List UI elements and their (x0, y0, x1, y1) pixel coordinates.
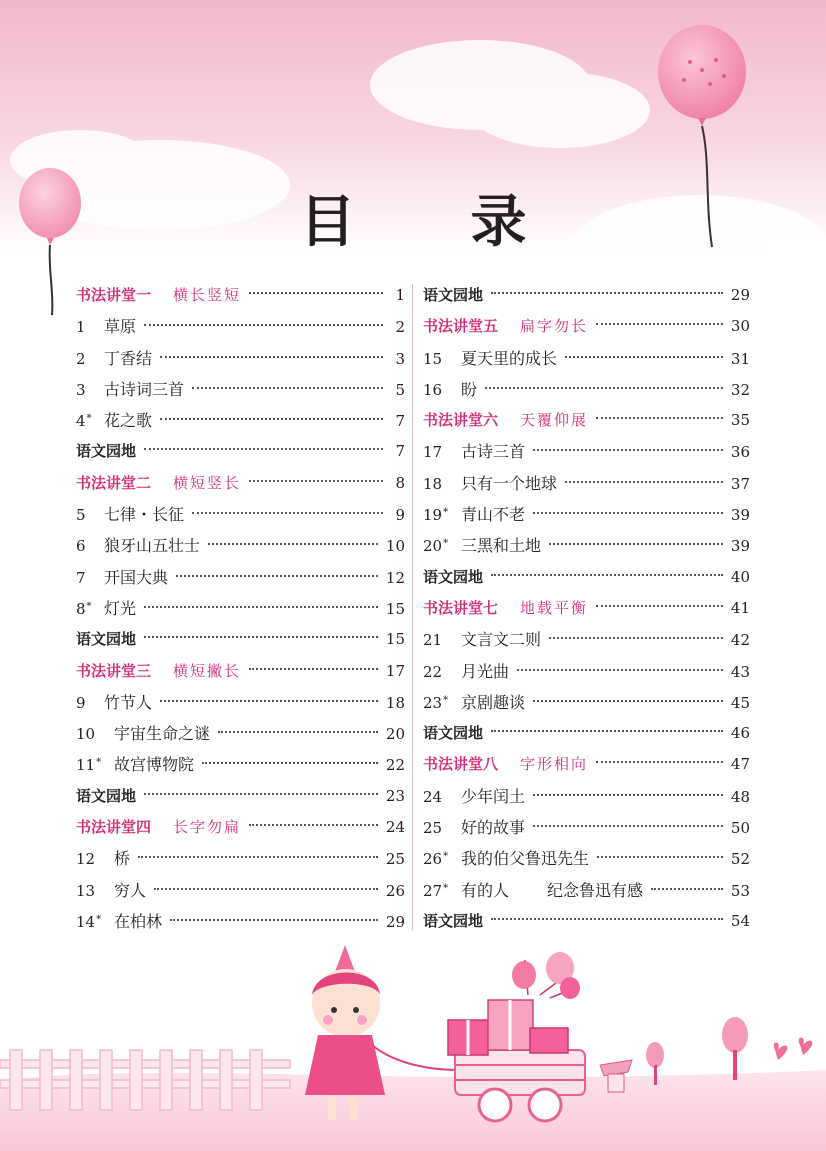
page-number: 29 (385, 912, 405, 931)
dot-leader (491, 730, 723, 732)
lesson-number-text: 24 (423, 787, 443, 806)
toc-entry-lesson[interactable] (76, 687, 405, 718)
dot-leader (170, 919, 378, 921)
dot-leader (549, 637, 723, 639)
lesson-number (423, 531, 459, 564)
toc-entry-heading[interactable] (76, 656, 405, 687)
lesson-number (76, 907, 112, 940)
toc-entry-label: 灯光 (104, 598, 137, 618)
page-number: 37 (730, 474, 750, 493)
toc-entry-label: 草原 (104, 317, 137, 337)
page-number: 23 (385, 786, 405, 805)
lesson-number-text: 5 (76, 506, 86, 525)
toc-entry-label: 京剧趣谈 (461, 692, 526, 712)
calligraphy-topic: 横长竖短 (173, 286, 242, 304)
lesson-number (76, 531, 102, 562)
lesson-number (423, 657, 459, 688)
lesson-number (423, 469, 459, 500)
toc-entry-lesson[interactable] (423, 468, 750, 499)
lesson-number-text: 4 (76, 412, 86, 431)
toc-entry-heading[interactable] (76, 812, 405, 843)
dot-leader (144, 606, 378, 608)
page-number: 32 (730, 380, 750, 399)
toc-entry-label: 书法讲堂二 (76, 473, 152, 492)
toc-entry-label: 书法讲堂七 (423, 598, 499, 617)
toc-entry-label: 少年闰土 (461, 786, 526, 806)
lesson-number-text: 16 (423, 380, 443, 399)
toc-entry-lesson[interactable] (76, 499, 405, 530)
lesson-number (423, 782, 459, 813)
page-number: 39 (730, 506, 750, 525)
dot-leader (533, 449, 723, 451)
dot-leader (491, 918, 723, 920)
toc-entry-lesson[interactable] (423, 781, 750, 812)
toc-entry-label: 开国大典 (104, 567, 169, 587)
lesson-number-text: 26 (423, 850, 443, 869)
toc-entry-lesson[interactable] (76, 718, 405, 749)
lesson-number (76, 375, 102, 406)
toc-entry-label: 穷人 (114, 880, 147, 900)
lesson-number-text: 7 (76, 568, 86, 587)
dot-leader (249, 292, 383, 294)
lesson-number (423, 344, 459, 375)
dot-leader (249, 668, 378, 670)
dot-leader (144, 636, 378, 638)
lesson-number (76, 312, 102, 343)
lesson-number-text: 17 (423, 443, 443, 462)
dot-leader (533, 825, 723, 827)
optional-lesson-star: * (443, 882, 449, 894)
dot-leader (154, 888, 378, 890)
toc-entry-lesson[interactable] (423, 343, 750, 374)
lesson-number-text: 21 (423, 631, 443, 650)
toc-entry-garden[interactable] (423, 906, 750, 937)
title-char-left: 目 (299, 190, 356, 255)
lesson-number (423, 688, 459, 721)
page-number: 5 (395, 380, 405, 399)
dot-leader (192, 387, 383, 389)
lesson-number (76, 876, 112, 907)
optional-lesson-star: * (96, 757, 102, 769)
dot-leader (651, 888, 723, 890)
dot-leader (533, 700, 723, 702)
lesson-number (423, 375, 459, 406)
toc-entry-label: 语文园地 (423, 724, 484, 743)
toc-entry-lesson[interactable] (423, 624, 750, 655)
lesson-number-text: 12 (76, 850, 96, 869)
page-number: 52 (730, 850, 750, 869)
toc-entry-lesson[interactable] (423, 875, 750, 906)
toc-entry-lesson[interactable] (76, 405, 405, 436)
dot-leader (144, 324, 383, 326)
toc-entry-label: 有的人 (461, 880, 510, 900)
dot-leader (249, 824, 378, 826)
lesson-number (423, 876, 459, 909)
toc-entry-heading[interactable] (423, 749, 750, 780)
toc-entry-label: 语文园地 (423, 567, 484, 586)
lesson-number (76, 688, 102, 719)
lesson-number (76, 500, 102, 531)
toc-entry-heading[interactable] (76, 468, 405, 499)
toc-entry-lesson[interactable] (76, 843, 405, 874)
page-number: 54 (730, 911, 750, 930)
toc-entry-garden[interactable] (76, 781, 405, 812)
calligraphy-topic: 字形相向 (520, 755, 589, 774)
lesson-number-text: 18 (423, 474, 443, 493)
toc-entry-label: 桥 (114, 849, 131, 869)
page-number: 3 (395, 349, 405, 368)
lesson-number (423, 437, 459, 468)
page-number: 26 (385, 881, 405, 900)
dot-leader (491, 574, 723, 576)
page-number: 12 (385, 568, 405, 587)
toc-entry-lesson[interactable] (76, 374, 405, 405)
dot-leader (597, 856, 723, 858)
page-number: 22 (385, 756, 405, 775)
lesson-number (76, 406, 102, 439)
dot-leader (160, 418, 383, 420)
toc-entry-label: 竹节人 (104, 692, 153, 712)
toc-entry-lesson[interactable] (76, 875, 405, 906)
toc-entry-label: 语文园地 (76, 630, 137, 649)
toc-entry-label-secondary: 纪念鲁迅有感 (547, 880, 644, 900)
lesson-number (76, 719, 112, 750)
calligraphy-topic: 横短竖长 (173, 473, 242, 492)
lesson-number (76, 344, 102, 375)
calligraphy-topic: 横短撇长 (173, 661, 242, 680)
lesson-number-text: 10 (76, 725, 96, 744)
page-number: 30 (730, 317, 750, 336)
toc-entry-lesson[interactable] (76, 311, 405, 342)
toc-entry-lesson[interactable] (423, 436, 750, 467)
page-title (0, 178, 826, 258)
page-number: 15 (385, 630, 405, 649)
lesson-number-text: 3 (76, 380, 86, 399)
page-number: 25 (385, 850, 405, 869)
page-number: 24 (385, 818, 405, 837)
dot-leader (517, 669, 723, 671)
dot-leader (565, 481, 723, 483)
toc-entry-label: 语文园地 (76, 442, 137, 461)
dot-leader (138, 856, 378, 858)
calligraphy-topic: 天覆仰展 (520, 411, 589, 430)
lesson-number (423, 844, 459, 877)
dot-leader (565, 356, 723, 358)
optional-lesson-star: * (443, 538, 449, 550)
page-number: 7 (395, 442, 405, 461)
toc-entry-lesson[interactable] (423, 812, 750, 843)
optional-lesson-star: * (443, 694, 449, 706)
lesson-number-text: 1 (76, 318, 86, 337)
lesson-number-text: 13 (76, 881, 96, 900)
toc-entry-label: 夏天里的成长 (461, 348, 558, 368)
title-char-right: 录 (470, 190, 527, 255)
dot-leader (202, 762, 378, 764)
toc-entry-heading[interactable] (423, 405, 750, 436)
dot-leader (485, 387, 723, 389)
page-number: 50 (730, 819, 750, 838)
dot-leader (176, 575, 378, 577)
page-number: 40 (730, 567, 750, 586)
lesson-number-text: 14 (76, 912, 96, 931)
page-number: 36 (730, 443, 750, 462)
lesson-number-text: 20 (423, 537, 443, 556)
dot-leader (160, 356, 383, 358)
lesson-number (76, 844, 112, 875)
page-number: 10 (385, 537, 405, 556)
toc-entry-label: 好的故事 (461, 818, 526, 838)
toc-entry-label: 古诗词三首 (104, 379, 185, 399)
dot-leader (596, 417, 723, 419)
calligraphy-topic: 扁字勿长 (520, 317, 589, 336)
toc-entry-garden[interactable] (76, 436, 405, 467)
calligraphy-topic: 地载平衡 (520, 598, 589, 617)
toc-entry-label: 语文园地 (76, 786, 137, 805)
page-number: 20 (385, 725, 405, 744)
toc-entry-label: 狼牙山五壮士 (104, 536, 201, 556)
page-number: 2 (395, 318, 405, 337)
toc-entry-lesson[interactable] (76, 530, 405, 561)
toc-entry-label: 古诗三首 (461, 442, 526, 462)
toc-entry-lesson[interactable] (423, 656, 750, 687)
page-number: 31 (730, 349, 750, 368)
toc-entry-lesson[interactable] (76, 906, 405, 937)
lesson-number-text: 25 (423, 819, 443, 838)
toc-entry-label: 语文园地 (423, 911, 484, 930)
page-number: 47 (730, 755, 750, 774)
toc-entry-label: 在柏林 (114, 911, 163, 931)
dot-leader (192, 512, 383, 514)
toc-entry-label: 故宫博物院 (114, 755, 195, 775)
page-number: 39 (730, 537, 750, 556)
toc-entry-garden[interactable] (76, 624, 405, 655)
toc-entry-lesson[interactable] (423, 374, 750, 405)
dot-leader (549, 543, 723, 545)
toc-entry-label: 书法讲堂一 (76, 286, 152, 304)
optional-lesson-star: * (86, 413, 92, 425)
page-number: 7 (395, 412, 405, 431)
page-number: 8 (395, 473, 405, 492)
optional-lesson-star: * (86, 600, 92, 612)
page-number: 29 (730, 286, 750, 304)
dot-leader (218, 731, 378, 733)
lesson-number-text: 9 (76, 693, 86, 712)
page-number: 35 (730, 411, 750, 430)
lesson-number-text: 11 (76, 756, 96, 775)
lesson-number-text: 6 (76, 537, 86, 556)
toc-right-column (423, 280, 750, 937)
toc-entry-label: 七律・长征 (104, 505, 185, 525)
toc-entry-label: 文言文二则 (461, 630, 542, 650)
dot-leader (249, 480, 383, 482)
lesson-number (76, 563, 102, 594)
toc-entry-heading[interactable] (423, 311, 750, 342)
toc-entry-lesson[interactable] (423, 687, 750, 718)
column-divider (412, 284, 413, 930)
calligraphy-topic: 长字勿扁 (173, 818, 242, 837)
page-number: 9 (395, 506, 405, 525)
toc-entry-label: 丁香结 (104, 348, 153, 368)
toc-entry-label: 宇宙生命之谜 (114, 724, 211, 744)
page-number: 53 (730, 881, 750, 900)
toc-entry-label: 我的伯父鲁迅先生 (461, 849, 590, 869)
page-number: 41 (730, 598, 750, 617)
page-number: 46 (730, 724, 750, 743)
toc-entry-lesson[interactable] (423, 843, 750, 874)
page-number: 17 (385, 661, 405, 680)
toc-entry-label: 书法讲堂八 (423, 755, 499, 774)
optional-lesson-star: * (96, 913, 102, 925)
page-number: 42 (730, 631, 750, 650)
toc-entry-lesson[interactable] (76, 593, 405, 624)
toc-entry-lesson[interactable] (76, 749, 405, 780)
toc-entry-label: 书法讲堂三 (76, 661, 152, 680)
toc-entry-label: 语文园地 (423, 286, 484, 304)
page-number: 43 (730, 662, 750, 681)
lesson-number-text: 23 (423, 693, 443, 712)
page-number: 45 (730, 693, 750, 712)
toc-entry-garden[interactable] (423, 718, 750, 749)
dot-leader (596, 605, 723, 607)
page-number: 1 (395, 286, 405, 304)
toc-entry-heading[interactable] (423, 593, 750, 624)
toc-entry-lesson[interactable] (423, 530, 750, 561)
page-number: 18 (385, 693, 405, 712)
lesson-number (76, 594, 102, 627)
toc-entry-lesson[interactable] (423, 499, 750, 530)
dot-leader (144, 448, 383, 450)
toc-entry-lesson[interactable] (76, 343, 405, 374)
dot-leader (533, 512, 723, 514)
optional-lesson-star: * (443, 851, 449, 863)
toc-entry-garden[interactable] (423, 280, 750, 311)
page-number: 15 (385, 599, 405, 618)
page-number: 48 (730, 787, 750, 806)
lesson-number (423, 625, 459, 656)
lesson-number-text: 19 (423, 506, 443, 525)
toc-entry-label: 只有一个地球 (461, 473, 558, 493)
toc-entry-heading[interactable] (76, 280, 405, 311)
lesson-number-text: 15 (423, 349, 443, 368)
toc-entry-label: 青山不老 (461, 505, 526, 525)
toc-entry-garden[interactable] (423, 562, 750, 593)
toc-entry-lesson[interactable] (76, 562, 405, 593)
toc-entry-label: 花之歌 (104, 411, 153, 431)
toc-entry-label: 三黑和土地 (461, 536, 542, 556)
toc-entry-label: 盼 (461, 379, 478, 399)
dot-leader (491, 292, 723, 294)
dot-leader (208, 543, 378, 545)
toc-entry-label: 书法讲堂四 (76, 818, 152, 837)
lesson-number-text: 27 (423, 881, 443, 900)
dot-leader (596, 761, 723, 763)
lesson-number (76, 750, 112, 783)
toc-entry-label: 月光曲 (461, 661, 510, 681)
dot-leader (144, 793, 378, 795)
dot-leader (533, 794, 723, 796)
optional-lesson-star: * (443, 507, 449, 519)
dot-leader (160, 700, 378, 702)
lesson-number-text: 2 (76, 349, 86, 368)
toc-left-column (76, 280, 405, 937)
dot-leader (596, 323, 723, 325)
lesson-number (423, 500, 459, 533)
lesson-number (423, 813, 459, 844)
lesson-number-text: 22 (423, 662, 443, 681)
toc-entry-label: 书法讲堂五 (423, 317, 499, 336)
toc-entry-label: 书法讲堂六 (423, 411, 499, 430)
lesson-number-text: 8 (76, 599, 86, 618)
